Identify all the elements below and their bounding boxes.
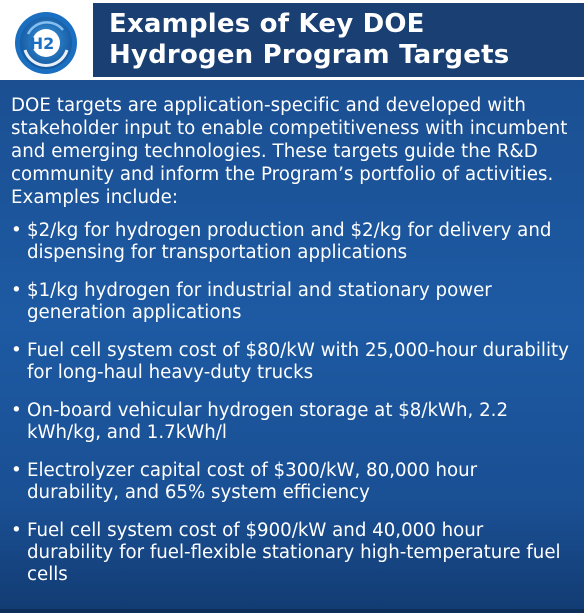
bottom-divider	[0, 609, 584, 613]
target-text: $1/kg hydrogen for industrial and stationary power generation applications	[27, 280, 492, 323]
list-item	[11, 460, 570, 504]
content-panel	[0, 80, 584, 613]
list-item	[11, 220, 570, 264]
target-text: On-board vehicular hydrogen storage at $8/kWh, 2.2 kWh/kg, and 1.7kWh/l	[27, 400, 509, 443]
bullet-icon: •	[11, 280, 22, 301]
target-text: Fuel cell system cost of $900/kW and 40,000 hour durability for fuel-flexible stationary high-temperature fuel cells	[27, 520, 561, 585]
list-item	[11, 280, 570, 324]
bullet-icon: •	[11, 340, 22, 361]
target-text: Electrolyzer capital cost of $300/kW, 80,000 hour durability, and 65% system efficiency	[27, 460, 478, 503]
bullet-icon: •	[11, 220, 22, 241]
bullet-icon: •	[11, 460, 22, 481]
page-title-line-2: Hydrogen Program Targets	[109, 40, 510, 70]
bullet-icon: •	[11, 520, 22, 541]
logo-text: H2	[29, 34, 55, 53]
bullet-icon: •	[11, 400, 22, 421]
list-item	[11, 340, 570, 384]
target-text: $2/kg for hydrogen production and $2/kg for delivery and dispensing for transportation applications	[27, 220, 552, 263]
page-title-line-1: Examples of Key DOE	[109, 9, 425, 39]
slide-header	[0, 0, 584, 80]
targets-list	[11, 220, 570, 586]
title-box	[93, 3, 584, 77]
intro-paragraph: DOE targets are application-specific and developed with stakeholder input to enable competitiveness with incumbent and emerging technologies. These targets guide the R&D community and inform the Program’s portfolio of activities. Examples include:	[11, 95, 568, 208]
list-item	[11, 400, 570, 444]
list-item	[11, 520, 570, 586]
target-text: Fuel cell system cost of $80/kW with 25,000-hour durability for long-haul heavy-duty trucks	[27, 340, 569, 383]
h2-logo-icon	[13, 10, 79, 76]
